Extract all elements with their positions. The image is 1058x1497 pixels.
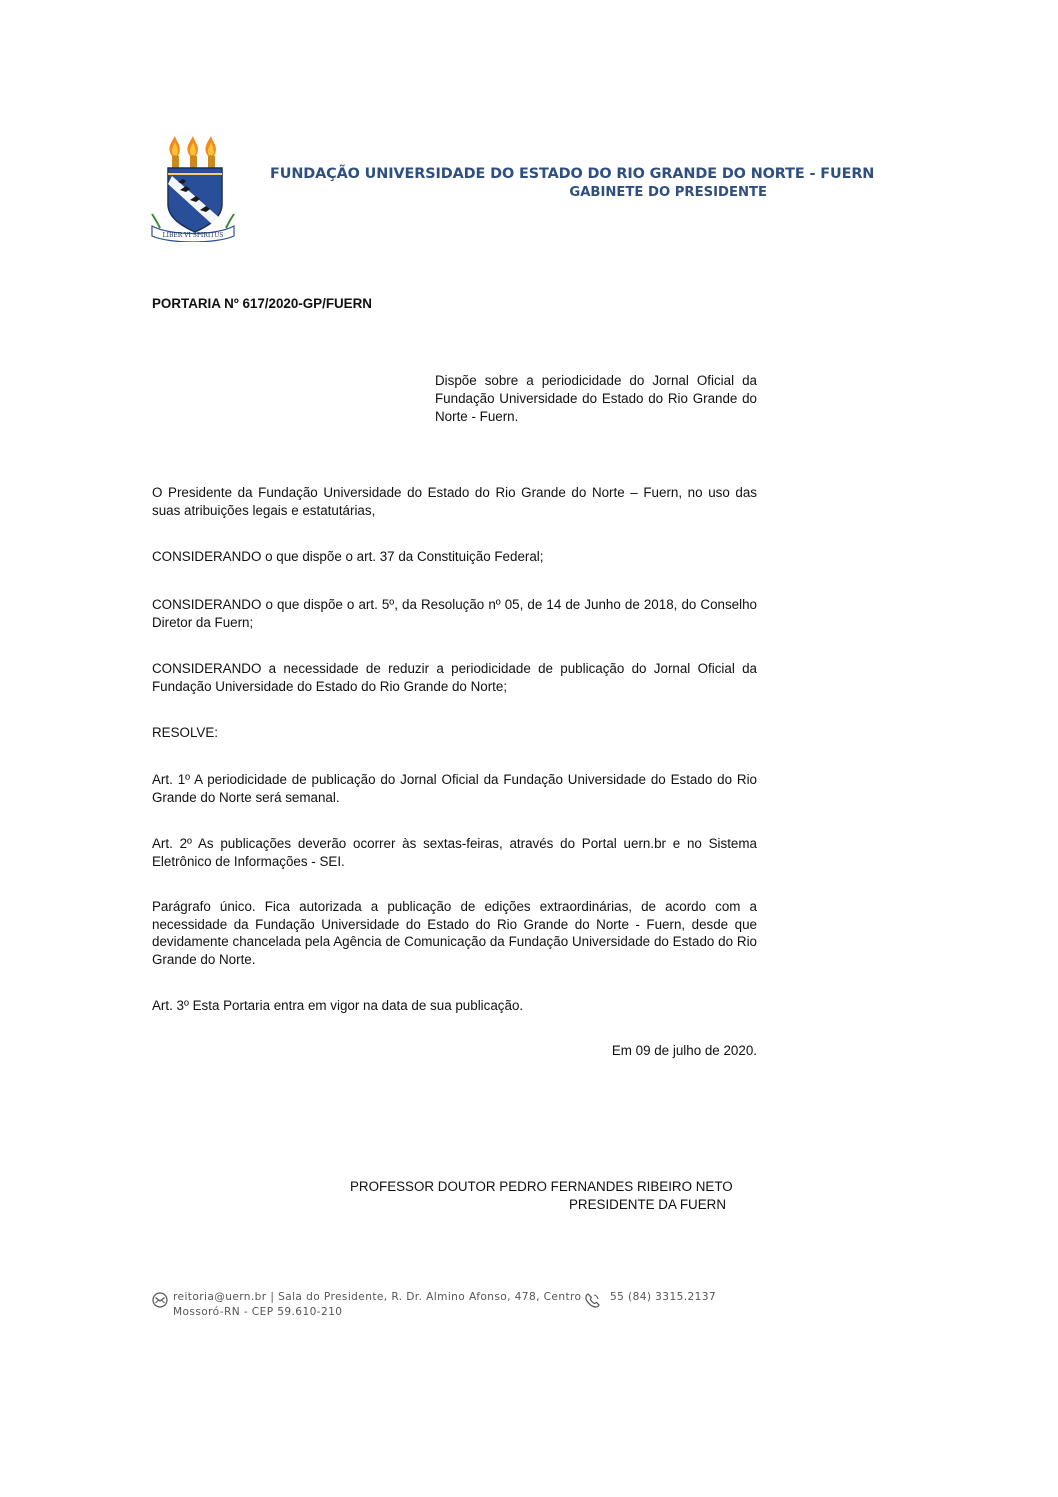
letterhead <box>270 165 875 202</box>
office-name: GABINETE DO PRESIDENTE <box>569 185 767 200</box>
considerando-3: CONSIDERANDO a necessidade de reduzir a periodicidade de publicação do Jornal Oficial da Fundação Universidade do Estado do Rio Grande do Norte; <box>152 661 757 694</box>
footer-address-line2: Mossoró-RN - CEP 59.610-210 <box>173 1306 343 1318</box>
document-date: Em 09 de julho de 2020. <box>611 1043 757 1058</box>
phone-icon <box>584 1292 602 1309</box>
institution-name: FUNDAÇÃO UNIVERSIDADE DO ESTADO DO RIO GRANDE DO NORTE - FUERN <box>270 166 875 182</box>
fuern-logo <box>150 134 236 242</box>
paragrafo-unico: Parágrafo único. Fica autorizada a publicação de edições extraordinárias, de acordo com a necessidade da Fundação Universidade do Estado do Rio Grande do Norte - Fuern, desde que devidamente chancelada pela Agência de Comunicação da Fundação Universidade do Estado do Rio Grande do Norte. <box>152 899 757 967</box>
considerando-2: CONSIDERANDO o que dispõe o art. 5º, da Resolução nº 05, de 14 de Junho de 2018, do Conselho Diretor da Fuern; <box>152 597 757 630</box>
fuern-crest-icon <box>150 134 236 242</box>
footer-address-line1: reitoria@uern.br | Sala do Presidente, R. Dr. Almino Afonso, 478, Centro <box>173 1291 582 1303</box>
signatory-role: PRESIDENTE DA FUERN <box>569 1197 726 1212</box>
signatory-name: PROFESSOR DOUTOR PEDRO FERNANDES RIBEIRO NETO <box>350 1179 733 1194</box>
document-title: PORTARIA Nº 617/2020-GP/FUERN <box>152 296 372 311</box>
document-ementa: Dispõe sobre a periodicidade do Jornal Oficial da Fundação Universidade do Estado do Rio Grande do Norte - Fuern. <box>435 373 757 424</box>
footer-phone: 55 (84) 3315.2137 <box>610 1291 717 1303</box>
article-3: Art. 3º Esta Portaria entra em vigor na data de sua publicação. <box>152 998 524 1013</box>
article-2: Art. 2º As publicações deverão ocorrer às sextas-feiras, através do Portal uern.br e no Sistema Eletrônico de Informações - SEI. <box>152 836 757 869</box>
torch-flames <box>169 136 216 156</box>
logo-motto: LIBER VI SPIRITUS <box>162 232 224 239</box>
considerando-1: CONSIDERANDO o que dispõe o art. 37 da Constituição Federal; <box>152 549 544 564</box>
resolve-heading: RESOLVE: <box>152 725 218 740</box>
mail-icon <box>152 1292 168 1308</box>
article-1: Art. 1º A periodicidade de publicação do Jornal Oficial da Fundação Universidade do Estado do Rio Grande do Norte será semanal. <box>152 772 757 805</box>
preamble-paragraph: O Presidente da Fundação Universidade do Estado do Rio Grande do Norte – Fuern, no uso das suas atribuições legais e estatutárias, <box>152 485 757 518</box>
